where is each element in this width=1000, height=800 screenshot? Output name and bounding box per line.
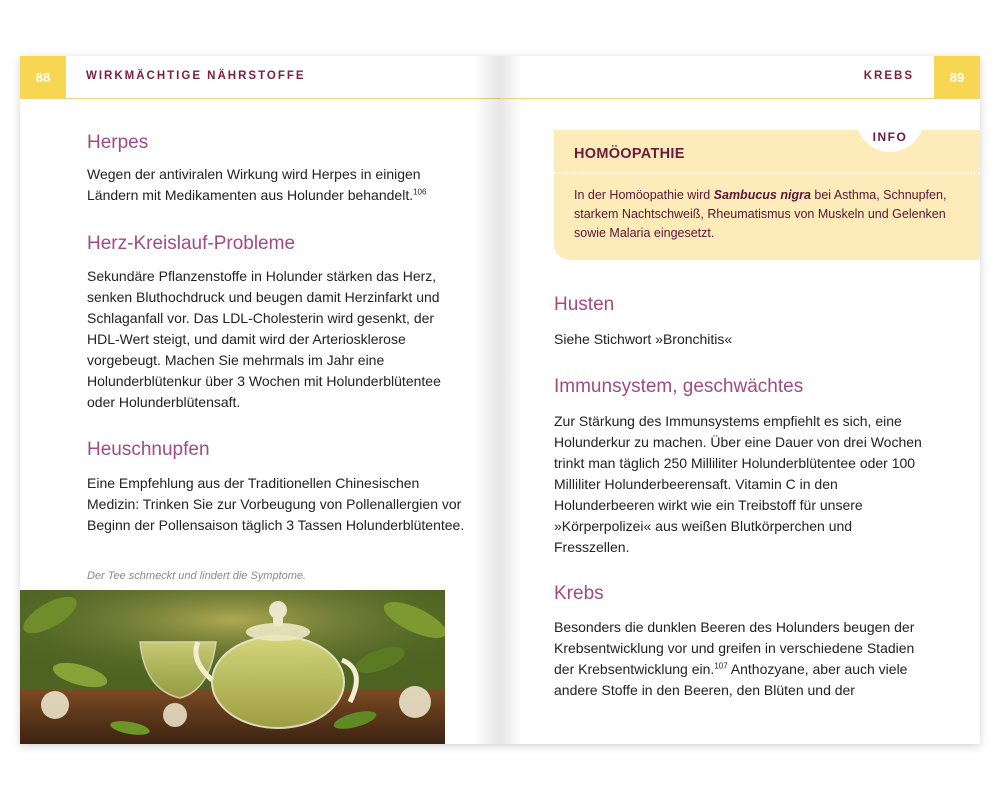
footnote-107: 107 [714,661,728,671]
footnote-106: 106 [413,187,427,197]
heading-herz-kreislauf: Herz-Kreislauf-Probleme [87,233,296,254]
right-page [500,56,980,744]
info-box-divider [554,172,980,174]
paragraph-herpes [87,164,465,206]
running-head-right: KREBS [863,70,914,82]
left-gutter-shadow [474,56,500,744]
right-page-header [500,56,980,99]
info-badge-label: INFO [872,130,908,144]
paragraph-krebs-text: Besonders die dunklen Beeren des Holunders beugen der Krebsentwicklung vor und greifen in verschiedene Stadien der Krebsentwicklung ein. [554,619,915,677]
paragraph-herpes-text: Wegen der antiviralen Wirkung wird Herpes in einigen Ländern mit Medikamenten aus Holunder behandelt. [87,166,421,203]
info-box-homoeopathie [554,130,980,260]
tea-photo-illustration [20,590,445,744]
info-text-after: bei Asthma, Schnupfen, starkem Nachtschweiß, Rheumatismus von Muskeln und Gelenken sowie Malaria eingesetzt. [574,188,947,240]
heading-krebs: Krebs [554,583,604,604]
paragraph-krebs [554,617,924,701]
photo-caption: Der Tee schmeckt und lindert die Symptome. [87,570,307,582]
info-badge [856,118,924,152]
heading-immunsystem: Immunsystem, geschwächtes [554,376,804,397]
elderflower-tea-photo [20,590,445,744]
info-text-emphasis: Sambucus nigra [713,188,811,202]
page-number-left: 88 [20,56,66,98]
paragraph-husten: Siehe Stichwort »Bronchitis« [554,331,733,347]
running-head-left: WIRKMÄCHTIGE NÄHRSTOFFE [86,70,306,82]
page-number-right: 89 [934,56,980,98]
heading-husten: Husten [554,294,615,315]
left-page [20,56,500,744]
paragraph-krebs-text-continued: Anthozyane, aber auch viele andere Stoffe in den Beeren, den Blüten und der [554,661,908,698]
right-gutter-shadow [500,56,522,744]
info-box-text [574,186,964,243]
heading-heuschnupfen: Heuschnupfen [87,439,210,460]
info-box-title: HOMÖOPATHIE [574,146,685,162]
paragraph-heuschnupfen: Eine Empfehlung aus der Traditionellen Chinesischen Medizin: Trinken Sie zur Vorbeugung von Pollenallergien vor Beginn der Pollensaison täglich 3 Tassen Holunderblütentee. [87,475,465,533]
info-text-before: In der Homöopathie wird [574,188,714,202]
heading-herpes: Herpes [87,132,149,153]
paragraph-immunsystem: Zur Stärkung des Immunsystems empfiehlt es sich, eine Holunderkur zu machen. Über eine Dauer von drei Wochen trinkt man täglich 250 Milliliter Holunderblütentee oder 100 Milliliter Holunderbeerensaft. Vitamin C in den Holunderbeeren wirkt wie ein Treibstoff für unsere »Körperpolizei« aus weißen Blutkörperchen und Fresszellen. [554,413,922,555]
left-page-header [20,56,500,99]
book-spread [20,56,980,744]
paragraph-herz-kreislauf: Sekundäre Pflanzenstoffe in Holunder stärken das Herz, senken Bluthochdruck und beugen damit Herzinfarkt und Schlaganfall vor. Das LDL-Cholesterin wird gesenkt, der HDL-Wert steigt, und damit wird der Arteriosklerose vorgebeugt. Machen Sie mehrmals im Jahr eine Holunderblütenkur über 3 Wochen mit Holunderblütentee oder Holunderblütensaft. [87,268,441,410]
